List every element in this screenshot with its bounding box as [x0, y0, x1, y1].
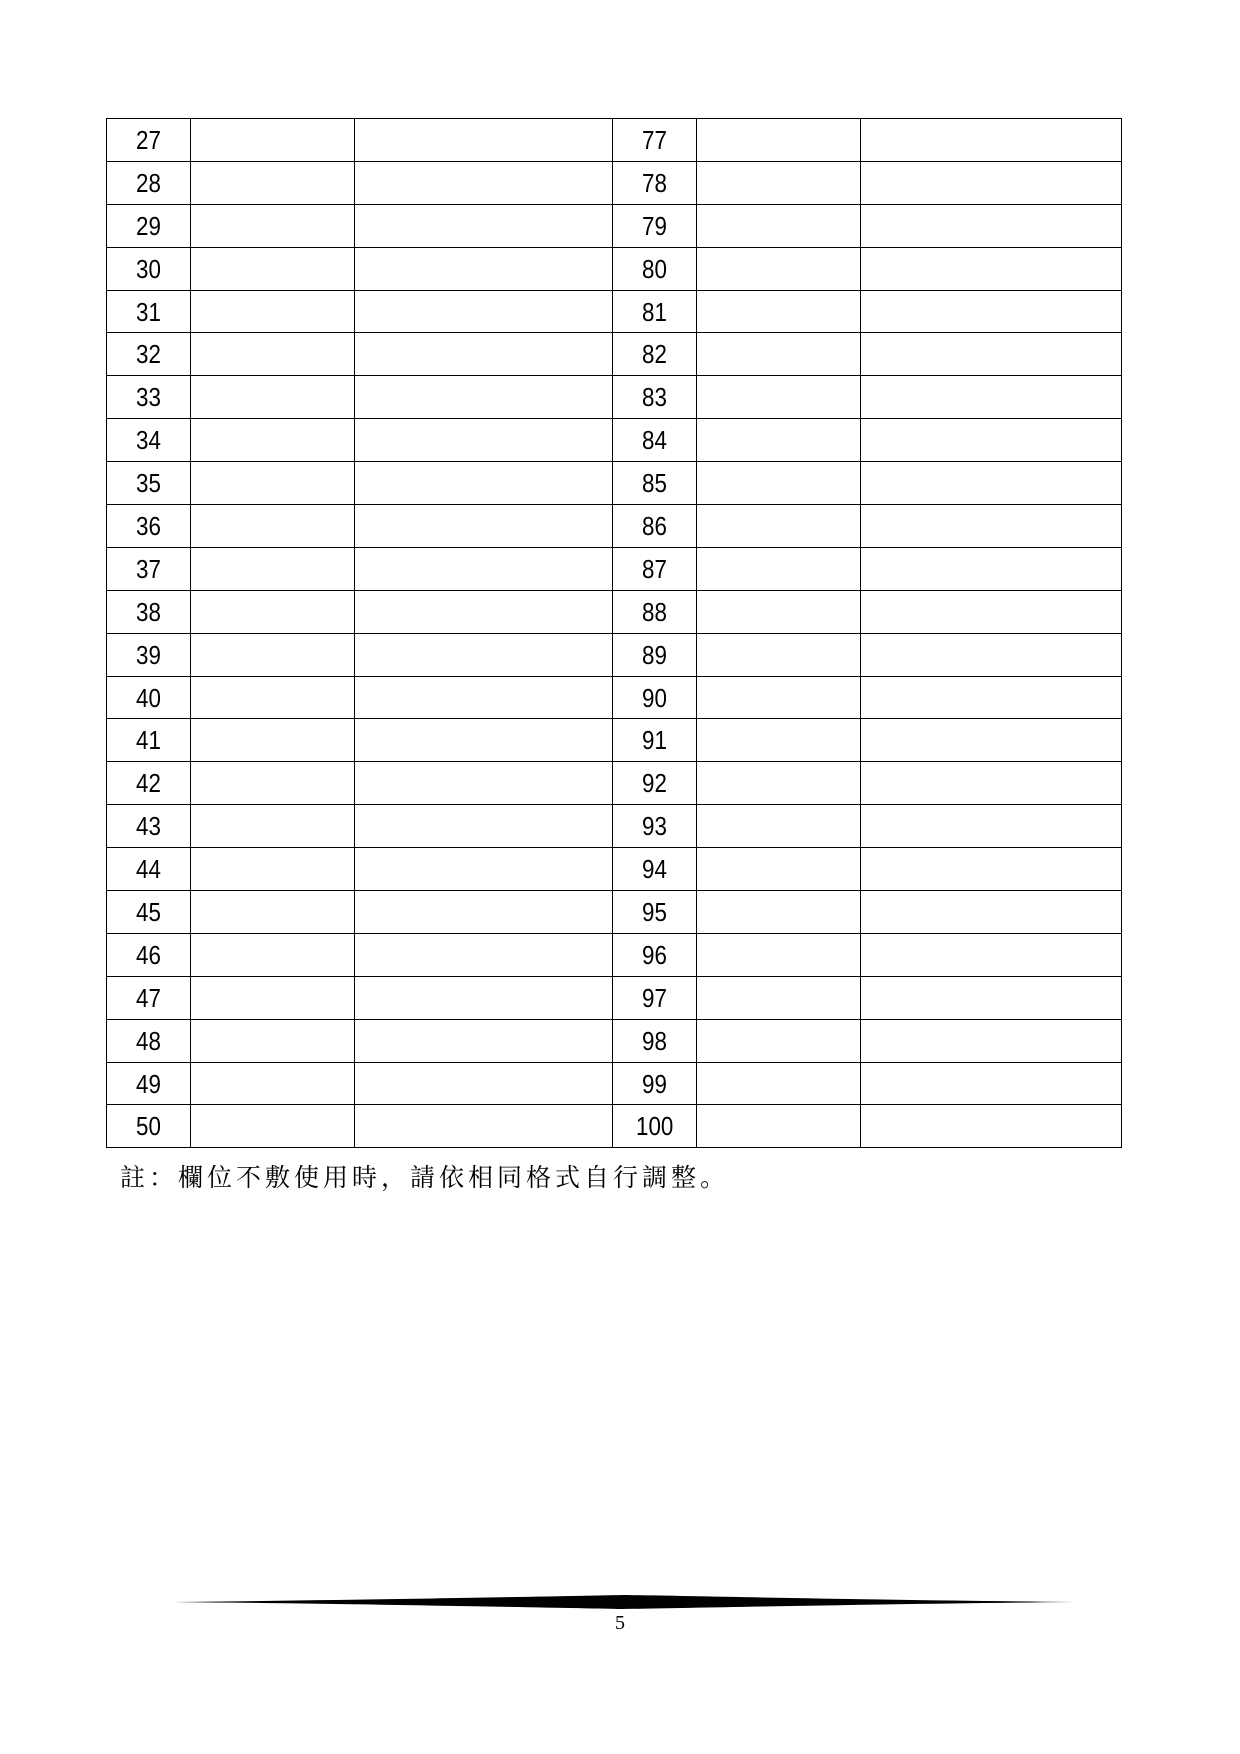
entry-cell	[861, 376, 1122, 419]
entry-cell	[861, 419, 1122, 462]
entry-cell	[191, 247, 355, 290]
row-number-text: 85	[642, 468, 667, 499]
row-number-right	[613, 976, 697, 1019]
entry-cell	[191, 376, 355, 419]
row-number-text: 95	[642, 896, 667, 927]
row-number-text: 49	[136, 1068, 161, 1099]
row-number-right	[613, 590, 697, 633]
entry-cell	[697, 633, 861, 676]
entry-cell	[697, 891, 861, 934]
row-number-left	[107, 976, 191, 1019]
entry-cell	[697, 762, 861, 805]
table-row	[107, 933, 1122, 976]
entry-cell	[355, 247, 613, 290]
row-number-text: 31	[136, 296, 161, 327]
table-row	[107, 505, 1122, 548]
entry-cell	[697, 119, 861, 162]
row-number-text: 96	[642, 939, 667, 970]
entry-cell	[697, 333, 861, 376]
row-number-text: 41	[136, 725, 161, 756]
row-number-text: 45	[136, 896, 161, 927]
entry-cell	[861, 547, 1122, 590]
table-row	[107, 762, 1122, 805]
row-number-right	[613, 547, 697, 590]
entry-cell	[355, 333, 613, 376]
entry-cell	[355, 1019, 613, 1062]
entry-cell	[697, 848, 861, 891]
entry-cell	[861, 161, 1122, 204]
entry-cell	[355, 719, 613, 762]
row-number-text: 91	[642, 725, 667, 756]
entry-cell	[861, 676, 1122, 719]
entry-cell	[191, 719, 355, 762]
row-number-text: 50	[136, 1111, 161, 1142]
row-number-left	[107, 376, 191, 419]
entry-cell	[861, 505, 1122, 548]
entry-cell	[191, 419, 355, 462]
row-number-text: 93	[642, 811, 667, 842]
entry-cell	[191, 633, 355, 676]
entry-cell	[191, 119, 355, 162]
row-number-text: 43	[136, 811, 161, 842]
entry-cell	[861, 247, 1122, 290]
row-number-text: 40	[136, 682, 161, 713]
entry-cell	[191, 161, 355, 204]
entry-cell	[861, 333, 1122, 376]
entry-cell	[191, 333, 355, 376]
row-number-text: 37	[136, 553, 161, 584]
row-number-right	[613, 633, 697, 676]
entry-cell	[697, 1062, 861, 1105]
row-number-text: 98	[642, 1025, 667, 1056]
table-row	[107, 1019, 1122, 1062]
row-number-left	[107, 333, 191, 376]
row-number-text: 42	[136, 768, 161, 799]
row-number-text: 97	[642, 982, 667, 1013]
row-number-left	[107, 676, 191, 719]
row-number-text: 28	[136, 167, 161, 198]
row-number-text: 89	[642, 639, 667, 670]
entry-cell	[191, 976, 355, 1019]
row-number-text: 77	[642, 124, 667, 155]
entry-cell	[191, 1062, 355, 1105]
entry-cell	[191, 1019, 355, 1062]
entry-cell	[355, 376, 613, 419]
entry-cell	[355, 891, 613, 934]
row-number-text: 90	[642, 682, 667, 713]
entry-cell	[861, 119, 1122, 162]
entry-cell	[355, 676, 613, 719]
entry-cell	[355, 290, 613, 333]
row-number-text: 27	[136, 124, 161, 155]
row-number-text: 48	[136, 1025, 161, 1056]
entry-cell	[355, 590, 613, 633]
row-number-left	[107, 805, 191, 848]
row-number-left	[107, 161, 191, 204]
entry-cell	[861, 933, 1122, 976]
entry-cell	[355, 119, 613, 162]
row-number-text: 92	[642, 768, 667, 799]
row-number-left	[107, 590, 191, 633]
table-row	[107, 676, 1122, 719]
entry-cell	[355, 933, 613, 976]
entry-cell	[697, 1105, 861, 1148]
row-number-right	[613, 419, 697, 462]
row-number-left	[107, 1062, 191, 1105]
entry-cell	[191, 1105, 355, 1148]
entry-cell	[697, 419, 861, 462]
numbered-form-table	[106, 118, 1122, 1148]
table-row	[107, 462, 1122, 505]
entry-cell	[861, 1105, 1122, 1148]
row-number-left	[107, 547, 191, 590]
entry-cell	[191, 762, 355, 805]
entry-cell	[697, 676, 861, 719]
row-number-left	[107, 419, 191, 462]
entry-cell	[697, 805, 861, 848]
row-number-text: 86	[642, 510, 667, 541]
row-number-text: 34	[136, 425, 161, 456]
row-number-right	[613, 333, 697, 376]
row-number-left	[107, 848, 191, 891]
row-number-right	[613, 891, 697, 934]
entry-cell	[191, 505, 355, 548]
entry-cell	[191, 891, 355, 934]
row-number-left	[107, 1019, 191, 1062]
row-number-right	[613, 762, 697, 805]
table-row	[107, 419, 1122, 462]
row-number-text: 80	[642, 253, 667, 284]
table-row	[107, 805, 1122, 848]
entry-cell	[861, 891, 1122, 934]
row-number-left	[107, 891, 191, 934]
row-number-text: 78	[642, 167, 667, 198]
entry-cell	[697, 161, 861, 204]
entry-cell	[861, 633, 1122, 676]
entry-cell	[861, 719, 1122, 762]
entry-cell	[355, 547, 613, 590]
row-number-text: 47	[136, 982, 161, 1013]
row-number-right	[613, 676, 697, 719]
row-number-right	[613, 805, 697, 848]
row-number-left	[107, 119, 191, 162]
row-number-text: 83	[642, 382, 667, 413]
entry-cell	[697, 1019, 861, 1062]
entry-cell	[697, 976, 861, 1019]
row-number-text: 46	[136, 939, 161, 970]
row-number-right	[613, 290, 697, 333]
row-number-text: 33	[136, 382, 161, 413]
entry-cell	[861, 976, 1122, 1019]
entry-cell	[861, 762, 1122, 805]
row-number-text: 88	[642, 596, 667, 627]
row-number-text: 82	[642, 339, 667, 370]
table-row	[107, 1062, 1122, 1105]
footer-divider	[172, 1591, 1074, 1613]
entry-cell	[697, 719, 861, 762]
row-number-text: 84	[642, 425, 667, 456]
row-number-left	[107, 633, 191, 676]
row-number-text: 30	[136, 253, 161, 284]
table-body	[107, 119, 1122, 1148]
row-number-left	[107, 247, 191, 290]
entry-cell	[697, 505, 861, 548]
entry-cell	[355, 505, 613, 548]
row-number-right	[613, 376, 697, 419]
row-number-left	[107, 462, 191, 505]
table-row	[107, 333, 1122, 376]
row-number-text: 35	[136, 468, 161, 499]
entry-cell	[355, 161, 613, 204]
entry-cell	[355, 462, 613, 505]
entry-cell	[861, 805, 1122, 848]
row-number-right	[613, 505, 697, 548]
table-row	[107, 1105, 1122, 1148]
table-row	[107, 376, 1122, 419]
table-row	[107, 719, 1122, 762]
row-number-right	[613, 1105, 697, 1148]
entry-cell	[355, 1062, 613, 1105]
table-row	[107, 247, 1122, 290]
table-row	[107, 891, 1122, 934]
entry-cell	[191, 547, 355, 590]
entry-cell	[697, 204, 861, 247]
row-number-text: 44	[136, 854, 161, 885]
table-row	[107, 848, 1122, 891]
row-number-right	[613, 719, 697, 762]
row-number-right	[613, 247, 697, 290]
footnote: 註：欄位不敷使用時，請依相同格式自行調整。	[120, 1163, 730, 1192]
row-number-left	[107, 204, 191, 247]
row-number-left	[107, 290, 191, 333]
row-number-left	[107, 719, 191, 762]
row-number-text: 100	[635, 1111, 674, 1142]
entry-cell	[861, 462, 1122, 505]
entry-cell	[191, 462, 355, 505]
entry-cell	[355, 633, 613, 676]
row-number-left	[107, 933, 191, 976]
row-number-text: 94	[642, 854, 667, 885]
row-number-text: 36	[136, 510, 161, 541]
row-number-text: 99	[642, 1068, 667, 1099]
entry-cell	[355, 805, 613, 848]
row-number-text: 29	[136, 210, 161, 241]
entry-cell	[861, 204, 1122, 247]
entry-cell	[697, 933, 861, 976]
entry-cell	[355, 762, 613, 805]
row-number-right	[613, 462, 697, 505]
entry-cell	[697, 547, 861, 590]
row-number-right	[613, 933, 697, 976]
entry-cell	[861, 590, 1122, 633]
row-number-right	[613, 848, 697, 891]
row-number-text: 32	[136, 339, 161, 370]
row-number-text: 87	[642, 553, 667, 584]
row-number-text: 38	[136, 596, 161, 627]
entry-cell	[861, 290, 1122, 333]
row-number-left	[107, 1105, 191, 1148]
entry-cell	[355, 204, 613, 247]
entry-cell	[355, 848, 613, 891]
row-number-text: 81	[642, 296, 667, 327]
table-row	[107, 590, 1122, 633]
table-row	[107, 976, 1122, 1019]
table-row	[107, 633, 1122, 676]
entry-cell	[191, 204, 355, 247]
entry-cell	[697, 590, 861, 633]
row-number-right	[613, 1062, 697, 1105]
entry-cell	[191, 805, 355, 848]
entry-cell	[697, 376, 861, 419]
row-number-left	[107, 762, 191, 805]
row-number-right	[613, 119, 697, 162]
entry-cell	[191, 848, 355, 891]
row-number-right	[613, 1019, 697, 1062]
entry-cell	[697, 462, 861, 505]
page-number: 5	[615, 1612, 625, 1634]
entry-cell	[697, 290, 861, 333]
row-number-right	[613, 204, 697, 247]
entry-cell	[861, 1019, 1122, 1062]
entry-cell	[191, 676, 355, 719]
entry-cell	[697, 247, 861, 290]
row-number-left	[107, 505, 191, 548]
entry-cell	[355, 1105, 613, 1148]
table-row	[107, 119, 1122, 162]
entry-cell	[355, 419, 613, 462]
row-number-text: 79	[642, 210, 667, 241]
row-number-right	[613, 161, 697, 204]
entry-cell	[861, 848, 1122, 891]
row-number-text: 39	[136, 639, 161, 670]
entry-cell	[861, 1062, 1122, 1105]
table-row	[107, 547, 1122, 590]
table-row	[107, 204, 1122, 247]
entry-cell	[191, 590, 355, 633]
entry-cell	[355, 976, 613, 1019]
table-row	[107, 290, 1122, 333]
entry-cell	[191, 290, 355, 333]
entry-cell	[191, 933, 355, 976]
table-row	[107, 161, 1122, 204]
